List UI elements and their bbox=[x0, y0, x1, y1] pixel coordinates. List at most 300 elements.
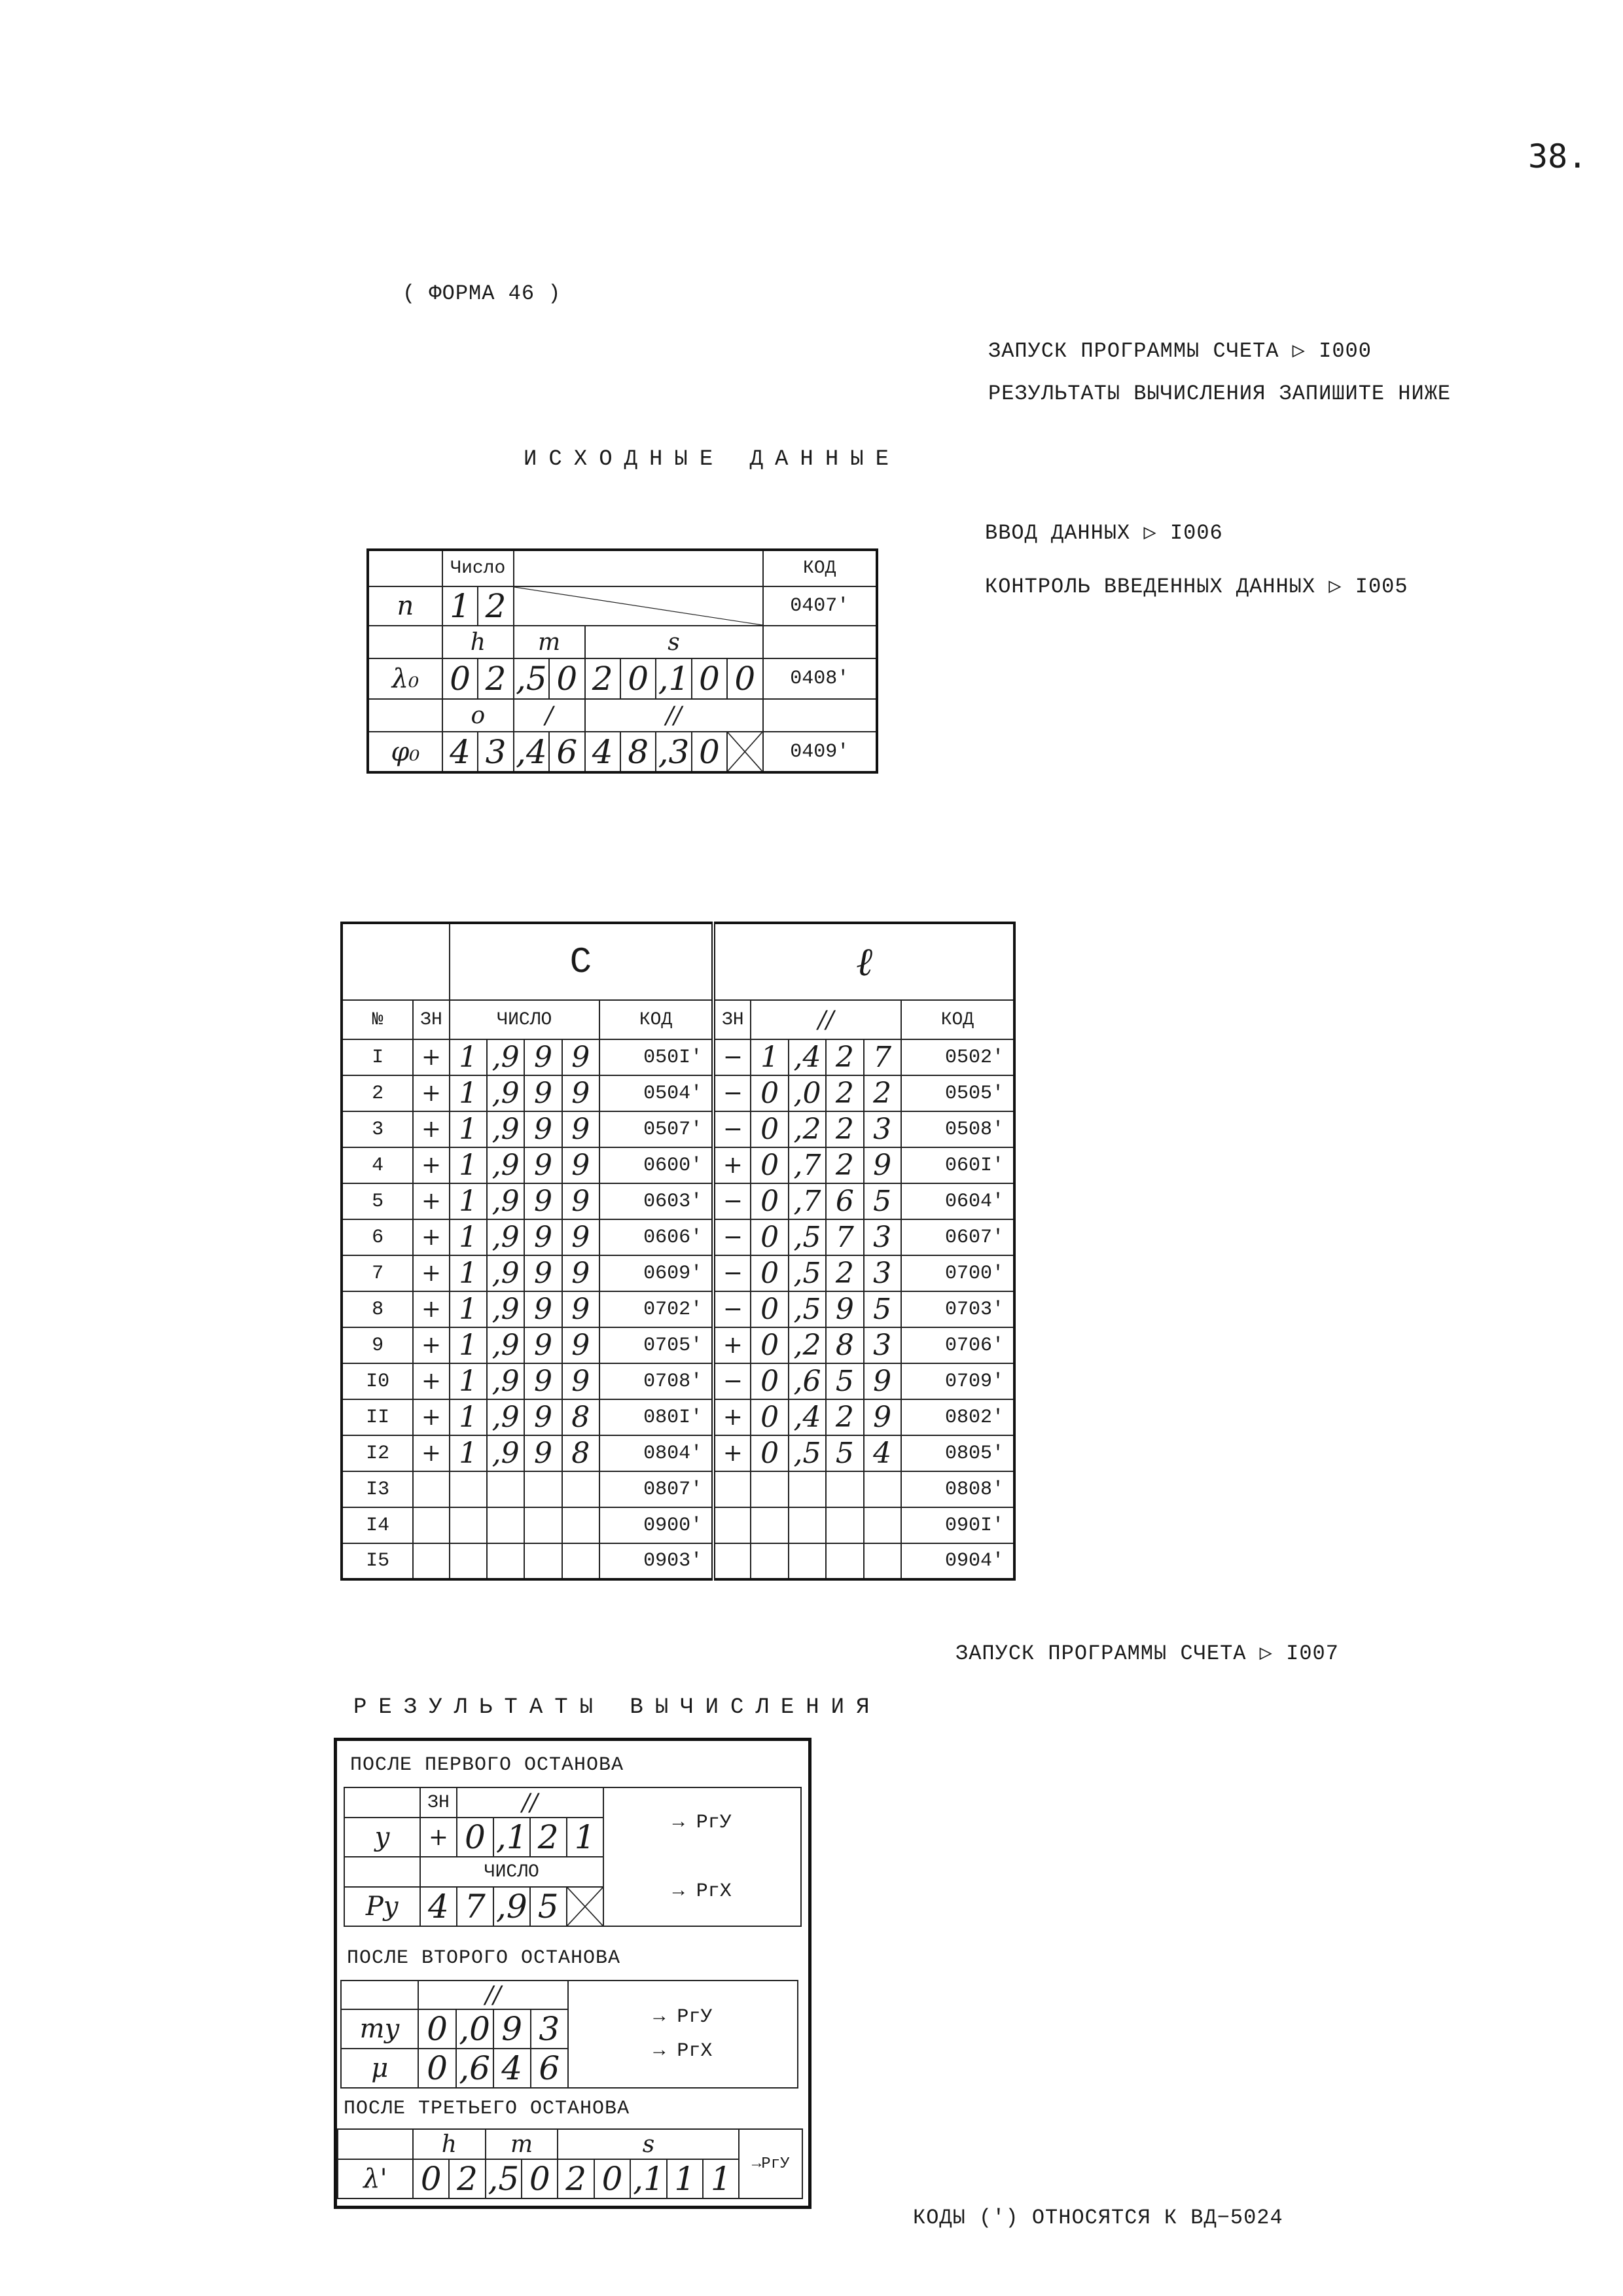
l-digit: 7 bbox=[826, 1219, 863, 1255]
unit-h: h bbox=[442, 626, 514, 658]
res-col-number: ЧИСЛО bbox=[420, 1857, 603, 1887]
l-digit: ,4 bbox=[789, 1399, 826, 1435]
c-digit: 9 bbox=[524, 1039, 562, 1075]
l-digit: 0 bbox=[751, 1399, 788, 1435]
c-digit: 9 bbox=[562, 1255, 599, 1291]
l-code: 0604' bbox=[901, 1183, 1014, 1219]
row-number: 3 bbox=[342, 1111, 413, 1147]
l-digit: 2 bbox=[826, 1111, 863, 1147]
l-code: 0802' bbox=[901, 1399, 1014, 1435]
c-sign: + bbox=[413, 1111, 449, 1147]
py-digit: 5 bbox=[530, 1887, 567, 1926]
c-digit: ,9 bbox=[487, 1399, 524, 1435]
lambda-prime-label: λ' bbox=[338, 2159, 413, 2198]
c-digit: 9 bbox=[562, 1363, 599, 1399]
c-sign: + bbox=[413, 1435, 449, 1471]
row-number: 4 bbox=[342, 1147, 413, 1183]
c-digit: ,9 bbox=[487, 1111, 524, 1147]
l-digit: 1 bbox=[751, 1039, 788, 1075]
l-digit: 0 bbox=[751, 1183, 788, 1219]
row-number: I2 bbox=[342, 1435, 413, 1471]
lambda-prime-digit: 1 bbox=[703, 2159, 739, 2198]
res-col-sign: ЗН bbox=[420, 1787, 457, 1818]
l-sign: − bbox=[713, 1075, 751, 1111]
after-second-stop: ПОСЛЕ ВТОРОГО ОСТАНОВА bbox=[347, 1947, 621, 1969]
c-digit: 1 bbox=[450, 1039, 487, 1075]
row-number: 7 bbox=[342, 1255, 413, 1291]
col-l-value: // bbox=[751, 1000, 901, 1039]
lambda-prime-digit: 1 bbox=[667, 2159, 703, 2198]
phi0-digit: ,4 bbox=[514, 732, 549, 772]
l-digit: 2 bbox=[826, 1255, 863, 1291]
phi0-digit: 6 bbox=[549, 732, 584, 772]
c-code: 0804' bbox=[599, 1435, 713, 1471]
res-col-sec: // bbox=[457, 1787, 603, 1818]
c-digit: ,9 bbox=[487, 1147, 524, 1183]
lambda0-digit: 0 bbox=[442, 658, 478, 699]
l-code: 0904' bbox=[901, 1543, 1014, 1579]
c-digit: 1 bbox=[450, 1075, 487, 1111]
c-digit: 9 bbox=[562, 1183, 599, 1219]
my-digit: 0 bbox=[418, 2009, 455, 2049]
l-digit bbox=[751, 1471, 788, 1507]
c-sign: + bbox=[413, 1219, 449, 1255]
l-code: 060I' bbox=[901, 1147, 1014, 1183]
c-l-table bbox=[340, 922, 1016, 1581]
unit-m: m bbox=[514, 626, 585, 658]
c-digit: ,9 bbox=[487, 1255, 524, 1291]
py-digit: 4 bbox=[420, 1887, 457, 1926]
table-row bbox=[342, 1147, 1014, 1183]
n-digit: 1 bbox=[442, 586, 478, 626]
row-number: I4 bbox=[342, 1507, 413, 1543]
l-digit: ,6 bbox=[789, 1363, 826, 1399]
c-digit bbox=[562, 1507, 599, 1543]
form-label: ( ФОРМА 46 ) bbox=[402, 281, 562, 306]
table-row bbox=[342, 1363, 1014, 1399]
c-code: 0702' bbox=[599, 1291, 713, 1327]
after-third-stop: ПОСЛЕ ТРЕТЬЕГО ОСТАНОВА bbox=[344, 2098, 630, 2120]
c-digit: ,9 bbox=[487, 1183, 524, 1219]
c-code: 0606' bbox=[599, 1219, 713, 1255]
c-code: 0507' bbox=[599, 1111, 713, 1147]
c-digit: 9 bbox=[524, 1075, 562, 1111]
l-digit bbox=[826, 1507, 863, 1543]
c-sign: + bbox=[413, 1363, 449, 1399]
l-digit bbox=[864, 1507, 901, 1543]
crossed-cell bbox=[567, 1887, 603, 1926]
c-sign: + bbox=[413, 1327, 449, 1363]
phi0-digit: 0 bbox=[692, 732, 727, 772]
res3-unit-m: m bbox=[486, 2129, 558, 2159]
res3-unit-s: s bbox=[558, 2129, 739, 2159]
results-block bbox=[334, 1738, 812, 2209]
phi0-code: 0409' bbox=[763, 732, 877, 772]
c-digit: 9 bbox=[524, 1183, 562, 1219]
c-header: C bbox=[450, 923, 714, 1000]
unit-sec: // bbox=[585, 699, 763, 732]
c-digit: ,9 bbox=[487, 1219, 524, 1255]
mu-digit: 0 bbox=[418, 2049, 455, 2088]
l-digit: 0 bbox=[751, 1111, 788, 1147]
c-digit bbox=[524, 1543, 562, 1579]
l-code: 0700' bbox=[901, 1255, 1014, 1291]
l-sign: − bbox=[713, 1183, 751, 1219]
l-sign: − bbox=[713, 1363, 751, 1399]
lambda-target: →РгУ bbox=[751, 2155, 790, 2173]
c-digit bbox=[450, 1471, 487, 1507]
results-first-table bbox=[344, 1787, 802, 1927]
c-digit: 9 bbox=[524, 1111, 562, 1147]
my-digit: 3 bbox=[531, 2009, 568, 2049]
cross-mark-icon bbox=[728, 732, 762, 771]
l-digit: 3 bbox=[864, 1219, 901, 1255]
page-number: 38. bbox=[1528, 137, 1588, 175]
table-row bbox=[342, 1075, 1014, 1111]
c-digit: 8 bbox=[562, 1435, 599, 1471]
instruction-record-results: РЕЗУЛЬТАТЫ ВЫЧИСЛЕНИЯ ЗАПИШИТЕ НИЖЕ bbox=[988, 382, 1452, 406]
l-digit: 0 bbox=[751, 1327, 788, 1363]
lambda0-code: 0408' bbox=[763, 658, 877, 699]
source-data-table bbox=[366, 548, 878, 774]
c-sign bbox=[413, 1507, 449, 1543]
l-sign: + bbox=[713, 1435, 751, 1471]
l-digit: 4 bbox=[864, 1435, 901, 1471]
lambda-prime-digit: 2 bbox=[558, 2159, 594, 2198]
col-no: № bbox=[342, 1000, 413, 1039]
l-sign: + bbox=[713, 1147, 751, 1183]
c-digit: 9 bbox=[524, 1147, 562, 1183]
phi0-digit: 8 bbox=[620, 732, 656, 772]
l-digit: 0 bbox=[751, 1363, 788, 1399]
l-code: 0505' bbox=[901, 1075, 1014, 1111]
py-digit: ,9 bbox=[493, 1887, 530, 1926]
col-c-code: КОД bbox=[599, 1000, 713, 1039]
c-digit bbox=[450, 1543, 487, 1579]
table-row bbox=[342, 1255, 1014, 1291]
l-digit bbox=[864, 1543, 901, 1579]
c-digit: 9 bbox=[562, 1327, 599, 1363]
c-digit bbox=[524, 1471, 562, 1507]
c-code: 0600' bbox=[599, 1147, 713, 1183]
mu-label: μ bbox=[341, 2049, 418, 2088]
l-digit: 2 bbox=[864, 1075, 901, 1111]
l-digit: ,5 bbox=[789, 1255, 826, 1291]
l-digit: 3 bbox=[864, 1111, 901, 1147]
y-label: y bbox=[344, 1818, 420, 1857]
c-sign bbox=[413, 1471, 449, 1507]
res2-col-sec: // bbox=[418, 1981, 567, 2009]
phi0-digit: ,3 bbox=[656, 732, 691, 772]
c-code: 0708' bbox=[599, 1363, 713, 1399]
after-first-stop: ПОСЛЕ ПЕРВОГО ОСТАНОВА bbox=[350, 1754, 624, 1776]
c-digit: 9 bbox=[562, 1075, 599, 1111]
lambda-prime-digit: ,1 bbox=[630, 2159, 666, 2198]
c-digit: 1 bbox=[450, 1111, 487, 1147]
l-digit: 7 bbox=[864, 1039, 901, 1075]
instruction-start-calc: ЗАПУСК ПРОГРАММЫ СЧЕТА ▷ I000 bbox=[988, 339, 1372, 363]
l-code: 0709' bbox=[901, 1363, 1014, 1399]
l-code: 0805' bbox=[901, 1435, 1014, 1471]
row-number: 9 bbox=[342, 1327, 413, 1363]
table-row bbox=[342, 1471, 1014, 1507]
l-digit: 2 bbox=[826, 1039, 863, 1075]
phi0-digit: 3 bbox=[478, 732, 513, 772]
l-digit: 2 bbox=[826, 1399, 863, 1435]
c-code: 0900' bbox=[599, 1507, 713, 1543]
c-digit bbox=[524, 1507, 562, 1543]
c-digit: 1 bbox=[450, 1399, 487, 1435]
l-digit: 2 bbox=[826, 1075, 863, 1111]
c-sign: + bbox=[413, 1147, 449, 1183]
c-digit: ,9 bbox=[487, 1039, 524, 1075]
l-digit bbox=[789, 1471, 826, 1507]
col-c-sign: ЗН bbox=[413, 1000, 449, 1039]
table-row bbox=[342, 1543, 1014, 1579]
y-digit: ,1 bbox=[493, 1818, 530, 1857]
y-digit: 1 bbox=[567, 1818, 603, 1857]
c-digit bbox=[487, 1471, 524, 1507]
instruction-start-calc-2: ЗАПУСК ПРОГРАММЫ СЧЕТА ▷ I007 bbox=[955, 1641, 1339, 1666]
row-number: I bbox=[342, 1039, 413, 1075]
c-digit: 1 bbox=[450, 1291, 487, 1327]
c-digit: 9 bbox=[524, 1219, 562, 1255]
table-row bbox=[342, 1039, 1014, 1075]
instruction-data-check: КОНТРОЛЬ ВВЕДЕННЫХ ДАННЫХ ▷ I005 bbox=[985, 575, 1408, 599]
c-digit: 9 bbox=[524, 1327, 562, 1363]
c-sign: + bbox=[413, 1039, 449, 1075]
l-digit: ,4 bbox=[789, 1039, 826, 1075]
lambda0-digit: 0 bbox=[620, 658, 656, 699]
y-sign: + bbox=[420, 1818, 457, 1857]
l-digit: ,7 bbox=[789, 1147, 826, 1183]
mu-digit: ,6 bbox=[456, 2049, 493, 2088]
l-digit: 5 bbox=[864, 1183, 901, 1219]
l-digit: ,2 bbox=[789, 1327, 826, 1363]
c-digit: 9 bbox=[524, 1255, 562, 1291]
table-row bbox=[342, 1327, 1014, 1363]
l-sign bbox=[713, 1507, 751, 1543]
c-digit bbox=[487, 1507, 524, 1543]
l-digit bbox=[751, 1543, 788, 1579]
source-header-number: Число bbox=[442, 550, 514, 586]
c-digit: 1 bbox=[450, 1327, 487, 1363]
l-digit: 8 bbox=[826, 1327, 863, 1363]
c-digit: 9 bbox=[524, 1291, 562, 1327]
l-digit: 2 bbox=[826, 1147, 863, 1183]
c-digit: 1 bbox=[450, 1255, 487, 1291]
n-code: 0407' bbox=[763, 586, 877, 626]
lambda-prime-digit: 0 bbox=[522, 2159, 558, 2198]
col-l-code: КОД bbox=[901, 1000, 1014, 1039]
c-digit bbox=[562, 1543, 599, 1579]
c-code: 080I' bbox=[599, 1399, 713, 1435]
row-label-lambda0: λ₀ bbox=[368, 658, 442, 699]
lambda0-digit: 0 bbox=[549, 658, 584, 699]
c-digit: 8 bbox=[562, 1399, 599, 1435]
c-code: 0807' bbox=[599, 1471, 713, 1507]
l-digit: ,0 bbox=[789, 1075, 826, 1111]
lambda0-digit: 2 bbox=[478, 658, 513, 699]
c-digit: 1 bbox=[450, 1363, 487, 1399]
l-digit bbox=[789, 1507, 826, 1543]
lambda-prime-digit: 0 bbox=[594, 2159, 630, 2198]
l-digit: 9 bbox=[864, 1399, 901, 1435]
c-digit: 1 bbox=[450, 1435, 487, 1471]
my-label: mу bbox=[341, 2009, 418, 2049]
l-code: 0607' bbox=[901, 1219, 1014, 1255]
l-digit: ,5 bbox=[789, 1435, 826, 1471]
l-sign bbox=[713, 1471, 751, 1507]
mu-digit: 6 bbox=[531, 2049, 568, 2088]
l-code: 0703' bbox=[901, 1291, 1014, 1327]
c-digit: ,9 bbox=[487, 1291, 524, 1327]
l-digit: 5 bbox=[826, 1435, 863, 1471]
mu-digit: 4 bbox=[493, 2049, 531, 2088]
l-sign bbox=[713, 1543, 751, 1579]
phi0-digit: 4 bbox=[442, 732, 478, 772]
source-data-title: ИСХОДНЫЕ ДАННЫЕ bbox=[524, 447, 901, 472]
l-digit: 3 bbox=[864, 1255, 901, 1291]
l-code: 0508' bbox=[901, 1111, 1014, 1147]
c-digit: ,9 bbox=[487, 1075, 524, 1111]
row-label-n: n bbox=[368, 586, 442, 626]
l-digit: ,2 bbox=[789, 1111, 826, 1147]
y-digit: 0 bbox=[457, 1818, 493, 1857]
table-row bbox=[342, 1291, 1014, 1327]
lambda-prime-digit: 0 bbox=[413, 2159, 449, 2198]
lambda-prime-digit: 2 bbox=[449, 2159, 485, 2198]
l-digit: 0 bbox=[751, 1435, 788, 1471]
lambda-prime-digit: ,5 bbox=[486, 2159, 522, 2198]
col-c-number: ЧИСЛО bbox=[450, 1000, 599, 1039]
l-sign: + bbox=[713, 1399, 751, 1435]
l-digit: 0 bbox=[751, 1291, 788, 1327]
l-header: ℓ bbox=[713, 923, 1014, 1000]
c-digit: 1 bbox=[450, 1219, 487, 1255]
n-digit: 2 bbox=[478, 586, 513, 626]
y-target: → РгУ bbox=[672, 1811, 732, 1834]
l-digit: 5 bbox=[864, 1291, 901, 1327]
l-digit bbox=[789, 1543, 826, 1579]
lambda0-digit: ,1 bbox=[656, 658, 691, 699]
l-code: 0808' bbox=[901, 1471, 1014, 1507]
c-code: 0609' bbox=[599, 1255, 713, 1291]
row-number: 2 bbox=[342, 1075, 413, 1111]
my-digit: 9 bbox=[493, 2009, 531, 2049]
results-third-table bbox=[337, 2128, 803, 2199]
c-code: 0504' bbox=[599, 1075, 713, 1111]
results-title: РЕЗУЛЬТАТЫ ВЫЧИСЛЕНИЯ bbox=[353, 1695, 882, 1720]
l-digit bbox=[826, 1543, 863, 1579]
c-digit: ,9 bbox=[487, 1435, 524, 1471]
res3-unit-h: h bbox=[413, 2129, 486, 2159]
lambda0-digit: 0 bbox=[727, 658, 762, 699]
n-diagonal-cell bbox=[514, 586, 763, 626]
c-digit: 1 bbox=[450, 1147, 487, 1183]
c-digit bbox=[450, 1507, 487, 1543]
c-code: 0903' bbox=[599, 1543, 713, 1579]
table-row bbox=[342, 1183, 1014, 1219]
table-row bbox=[342, 1399, 1014, 1435]
l-digit: 9 bbox=[826, 1291, 863, 1327]
c-digit: 9 bbox=[524, 1435, 562, 1471]
row-number: 5 bbox=[342, 1183, 413, 1219]
l-digit: 0 bbox=[751, 1255, 788, 1291]
table-row bbox=[342, 1507, 1014, 1543]
c-digit: 9 bbox=[562, 1111, 599, 1147]
cross-mark-icon bbox=[567, 1888, 603, 1926]
l-digit: 9 bbox=[864, 1363, 901, 1399]
table-row bbox=[342, 1219, 1014, 1255]
c-digit: 9 bbox=[524, 1363, 562, 1399]
c-sign: + bbox=[413, 1075, 449, 1111]
l-digit: 3 bbox=[864, 1327, 901, 1363]
c-digit: 9 bbox=[562, 1147, 599, 1183]
l-digit bbox=[826, 1471, 863, 1507]
l-digit: 5 bbox=[826, 1363, 863, 1399]
l-digit bbox=[751, 1507, 788, 1543]
py-target: → РгХ bbox=[672, 1880, 732, 1903]
y-digit: 2 bbox=[530, 1818, 567, 1857]
c-digit: ,9 bbox=[487, 1327, 524, 1363]
results-second-table bbox=[340, 1980, 798, 2089]
source-header-code: КОД bbox=[763, 550, 877, 586]
phi0-digit: 4 bbox=[585, 732, 620, 772]
l-digit: 0 bbox=[751, 1219, 788, 1255]
py-digit: 7 bbox=[457, 1887, 493, 1926]
l-code: 090I' bbox=[901, 1507, 1014, 1543]
table-row bbox=[342, 1435, 1014, 1471]
l-sign: − bbox=[713, 1039, 751, 1075]
row-number: I5 bbox=[342, 1543, 413, 1579]
l-digit: ,5 bbox=[789, 1219, 826, 1255]
c-code: 0603' bbox=[599, 1183, 713, 1219]
c-digit bbox=[562, 1471, 599, 1507]
footnote: КОДЫ (') ОТНОСЯТСЯ К ВД−5024 bbox=[913, 2206, 1283, 2230]
l-digit bbox=[864, 1471, 901, 1507]
l-sign: − bbox=[713, 1291, 751, 1327]
l-digit: ,5 bbox=[789, 1291, 826, 1327]
py-label: Pу bbox=[344, 1887, 420, 1926]
c-digit: 9 bbox=[524, 1399, 562, 1435]
l-code: 0502' bbox=[901, 1039, 1014, 1075]
my-digit: ,0 bbox=[456, 2009, 493, 2049]
l-digit: ,7 bbox=[789, 1183, 826, 1219]
row-number: II bbox=[342, 1399, 413, 1435]
unit-deg: o bbox=[442, 699, 514, 732]
lambda0-digit: 0 bbox=[692, 658, 727, 699]
mu-target: → РгХ bbox=[653, 2040, 713, 2062]
c-sign: + bbox=[413, 1291, 449, 1327]
c-digit: 9 bbox=[562, 1291, 599, 1327]
c-sign: + bbox=[413, 1399, 449, 1435]
unit-min: / bbox=[514, 699, 585, 732]
l-sign: + bbox=[713, 1327, 751, 1363]
c-sign: + bbox=[413, 1183, 449, 1219]
c-digit: 1 bbox=[450, 1183, 487, 1219]
instruction-data-input: ВВОД ДАННЫХ ▷ I006 bbox=[985, 521, 1223, 545]
c-digit bbox=[487, 1543, 524, 1579]
crossed-cell bbox=[727, 732, 762, 772]
row-label-phi0: φ₀ bbox=[368, 732, 442, 772]
lambda0-digit: ,5 bbox=[514, 658, 549, 699]
c-sign bbox=[413, 1543, 449, 1579]
l-digit: 0 bbox=[751, 1147, 788, 1183]
l-sign: − bbox=[713, 1111, 751, 1147]
row-number: I3 bbox=[342, 1471, 413, 1507]
l-digit: 9 bbox=[864, 1147, 901, 1183]
